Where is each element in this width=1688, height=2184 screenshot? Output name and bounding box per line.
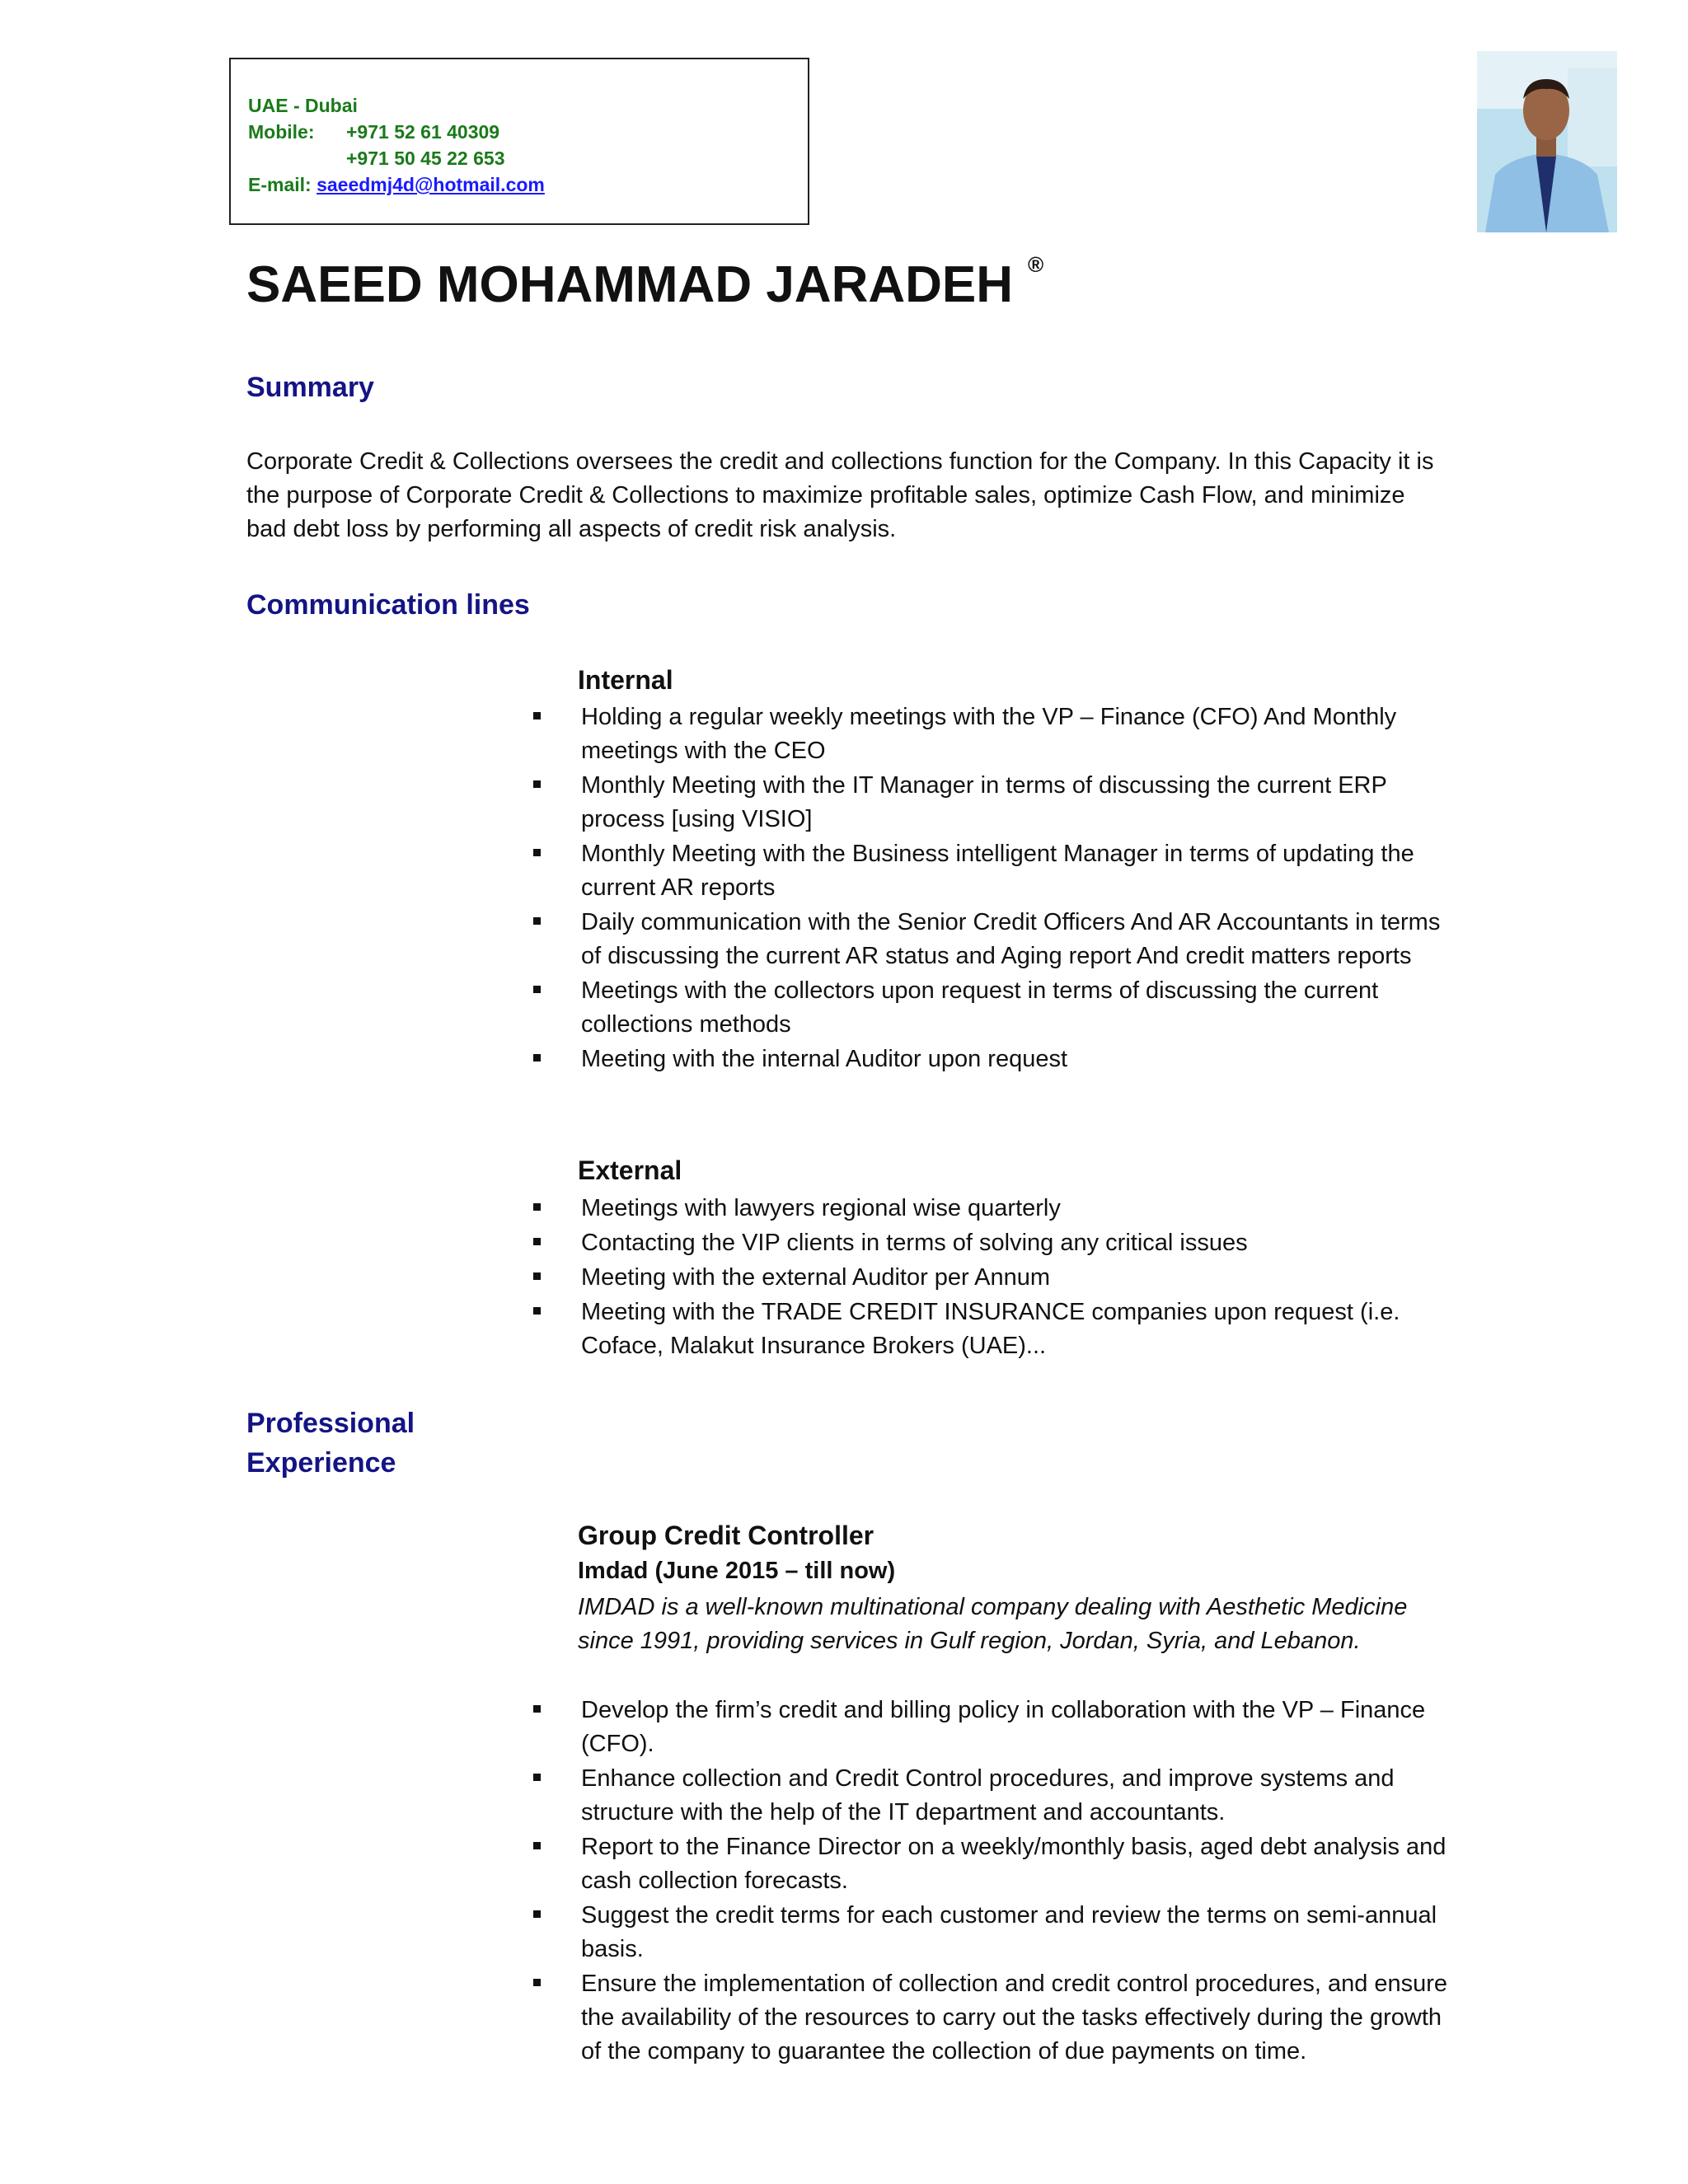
- contact-mobile-row: [248, 119, 791, 145]
- list-item: [528, 769, 1451, 837]
- contact-box: [229, 58, 809, 225]
- list-item-text: Report to the Finance Director on a weekly/monthly basis, aged debt analysis and cash collection forecasts.: [581, 1834, 1447, 1894]
- square-bullet-icon: [533, 917, 541, 925]
- square-bullet-icon: [533, 780, 541, 788]
- summary-heading: Summary: [246, 372, 374, 403]
- list-item: [528, 1762, 1451, 1830]
- square-bullet-icon: [533, 986, 541, 993]
- candidate-name-text: SAEED MOHAMMAD JARADEH: [246, 256, 1014, 313]
- profile-photo: [1477, 51, 1617, 232]
- list-item: [528, 1296, 1451, 1363]
- duties-list: [528, 1694, 1451, 2069]
- list-item-text: Enhance collection and Credit Control procedures, and improve systems and structure with the help of the IT department and accountants.: [581, 1765, 1395, 1825]
- list-item-text: Daily communication with the Senior Credit Officers And AR Accountants in terms of discussing the current AR status and Aging report And credit matters reports: [581, 909, 1441, 969]
- email-link[interactable]: saeedmj4d@hotmail.com: [316, 174, 545, 195]
- list-item-text: Contacting the VIP clients in terms of solving any critical issues: [581, 1230, 1248, 1256]
- square-bullet-icon: [533, 1238, 541, 1245]
- job-company: Imdad (June 2015 – till now): [578, 1558, 896, 1584]
- summary-text: Corporate Credit & Collections oversees the credit and collections function for the Company. In this Capacity it is the purpose of Corporate Credit & Collections to maximize profitable sales, optimize Cash Flow, and minimize bad debt loss by performing all aspects of credit risk analysis.: [246, 448, 1434, 542]
- list-item: [528, 837, 1451, 905]
- list-item: [528, 1226, 1451, 1260]
- job-title: Group Credit Controller: [578, 1521, 874, 1550]
- square-bullet-icon: [533, 1203, 541, 1211]
- list-item: [528, 974, 1451, 1042]
- list-item-text: Meeting with the internal Auditor upon request: [581, 1046, 1068, 1072]
- profile-photo-image: [1477, 51, 1617, 232]
- list-item: [528, 1261, 1451, 1295]
- list-item: [528, 1830, 1451, 1898]
- list-item: [528, 1192, 1451, 1226]
- experience-heading: [246, 1404, 415, 1483]
- communication-heading: Communication lines: [246, 589, 530, 621]
- email-label: E-mail:: [248, 174, 312, 195]
- square-bullet-icon: [533, 1307, 541, 1315]
- internal-heading: Internal: [578, 665, 673, 695]
- list-item-text: Meeting with the external Auditor per Annum: [581, 1264, 1051, 1291]
- square-bullet-icon: [533, 1910, 541, 1918]
- square-bullet-icon: [533, 1979, 541, 1986]
- candidate-name: [246, 252, 1044, 314]
- list-item: [528, 1899, 1451, 1966]
- contact-email-row: [248, 171, 791, 198]
- external-heading: External: [578, 1155, 682, 1185]
- list-item-text: Meetings with the collectors upon request in terms of discussing the current collections methods: [581, 977, 1379, 1038]
- experience-heading-line1: Professional: [246, 1408, 415, 1439]
- list-item-text: Ensure the implementation of collection and credit control procedures, and ensure the availability of the resources to carry out the tasks effectively during the growth of the company to guarantee the collection of due payments on time.: [581, 1971, 1448, 2064]
- square-bullet-icon: [533, 1842, 541, 1849]
- list-item-text: Monthly Meeting with the IT Manager in terms of discussing the current ERP process [using VISIO]: [581, 772, 1387, 832]
- internal-list: [528, 701, 1451, 1077]
- external-list: [528, 1192, 1451, 1364]
- square-bullet-icon: [533, 1705, 541, 1713]
- list-item: [528, 1043, 1451, 1076]
- list-item: [528, 1967, 1451, 2069]
- list-item: [528, 701, 1451, 768]
- square-bullet-icon: [533, 1054, 541, 1062]
- experience-heading-line2: Experience: [246, 1447, 396, 1479]
- mobile-label: Mobile:: [248, 121, 315, 143]
- registered-mark: ®: [1028, 252, 1044, 277]
- square-bullet-icon: [533, 1272, 541, 1280]
- contact-location: UAE - Dubai: [248, 95, 358, 116]
- job-description: IMDAD is a well-known multinational company dealing with Aesthetic Medicine since 1991, providing services in Gulf region, Jordan, Syria, and Lebanon.: [578, 1594, 1408, 1654]
- list-item: [528, 906, 1451, 973]
- square-bullet-icon: [533, 849, 541, 856]
- list-item-text: Develop the firm’s credit and billing policy in collaboration with the VP – Finance (CFO).: [581, 1697, 1426, 1757]
- list-item-text: Meetings with lawyers regional wise quarterly: [581, 1195, 1061, 1221]
- mobile-number-2: +971 50 45 22 653: [346, 148, 505, 169]
- square-bullet-icon: [533, 1774, 541, 1781]
- list-item-text: Monthly Meeting with the Business intelligent Manager in terms of updating the current AR reports: [581, 841, 1414, 901]
- list-item-text: Suggest the credit terms for each customer and review the terms on semi-annual basis.: [581, 1902, 1437, 1962]
- list-item-text: Meeting with the TRADE CREDIT INSURANCE companies upon request (i.e. Coface, Malakut Insurance Brokers (UAE)...: [581, 1299, 1400, 1359]
- list-item: [528, 1694, 1451, 1761]
- square-bullet-icon: [533, 712, 541, 719]
- list-item-text: Holding a regular weekly meetings with the VP – Finance (CFO) And Monthly meetings with the CEO: [581, 704, 1397, 764]
- mobile-number-1: +971 52 61 40309: [346, 121, 500, 143]
